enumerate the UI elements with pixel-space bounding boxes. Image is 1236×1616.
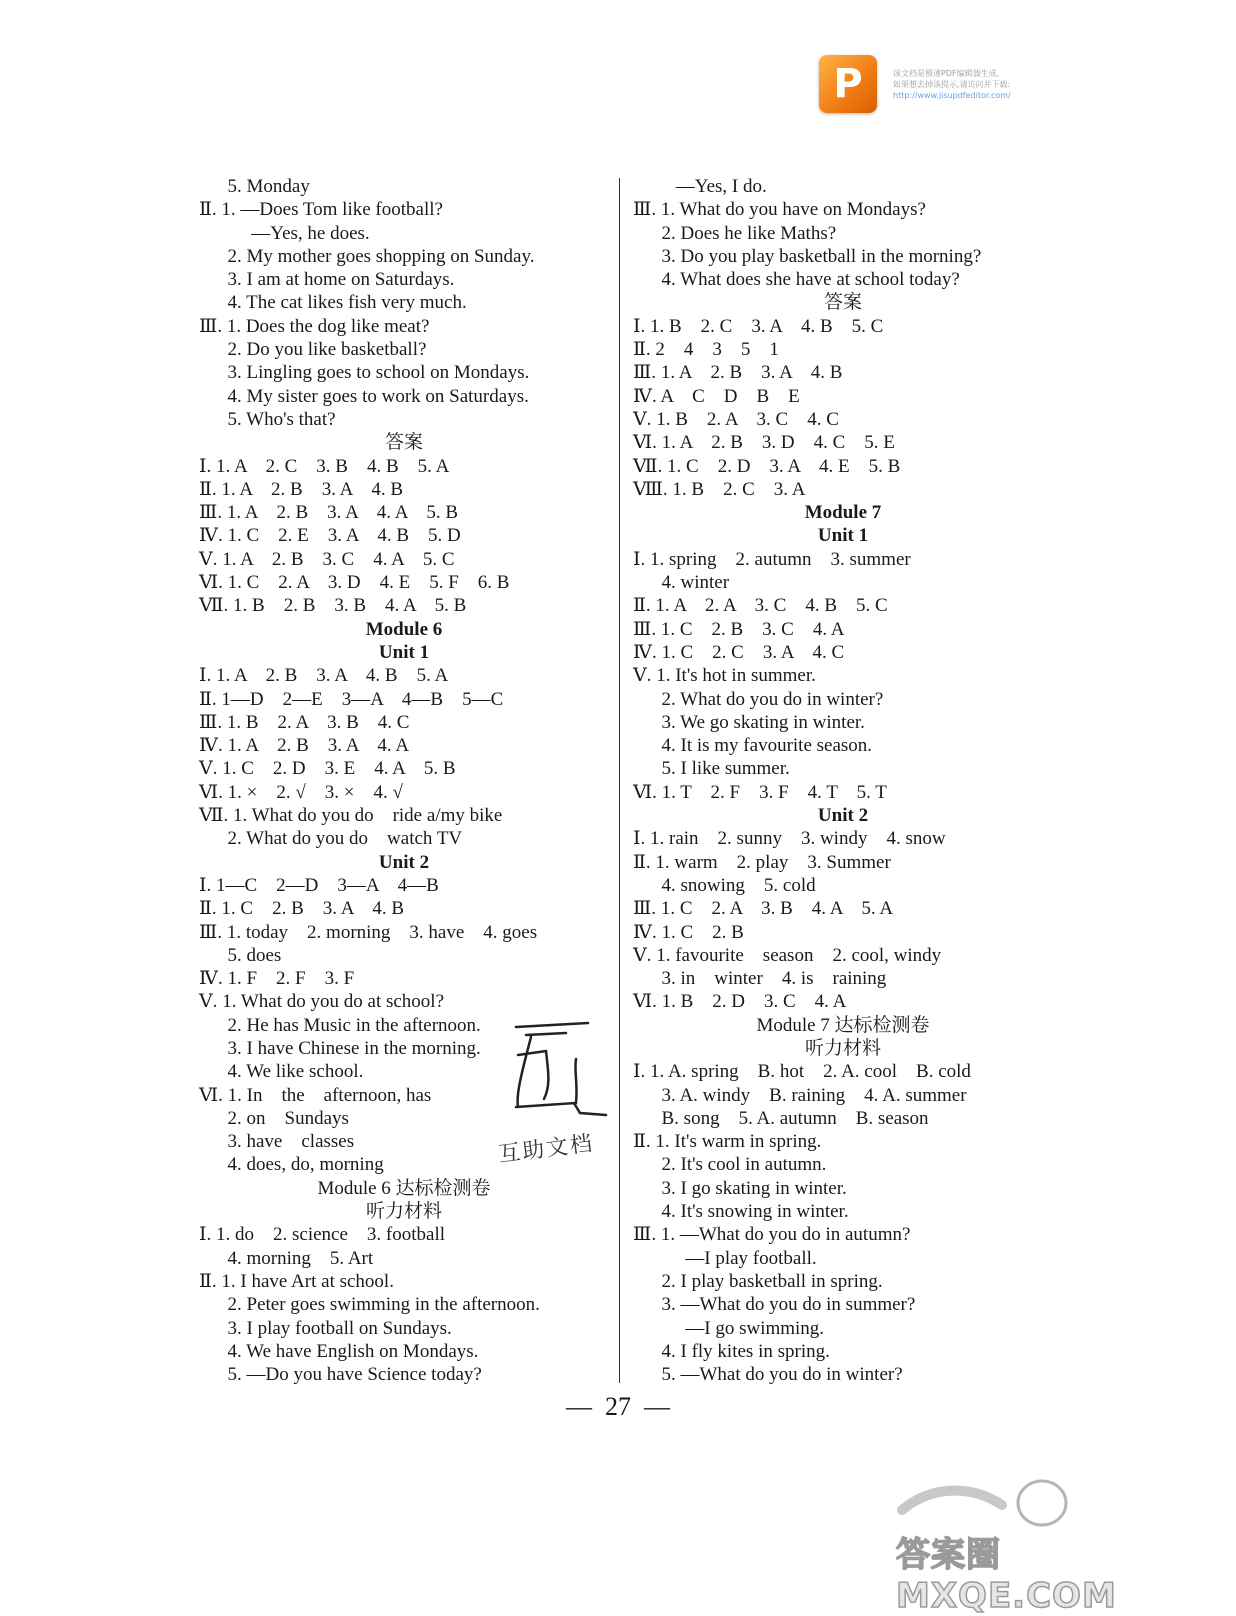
answer-line: 4. I fly kites in spring. [633, 1340, 830, 1362]
answer-line: 5. does [199, 944, 282, 966]
answer-line: 2. Do you like basketball? [199, 339, 427, 361]
answer-line: 5. —Do you have Science today? [199, 1364, 482, 1386]
answer-line: Ⅴ. 1. What do you do at school? [199, 991, 445, 1013]
answer-line: 4. morning 5. Art [199, 1247, 374, 1269]
answer-line: —Yes, he does. [199, 222, 370, 244]
answer-line: Ⅳ. 1. A 2. B 3. A 4. A [199, 735, 410, 757]
answer-line: Ⅰ. 1. do 2. science 3. football [199, 1224, 446, 1246]
answer-line: 2. What do you do watch TV [199, 828, 463, 850]
answer-line: Ⅲ. 1. today 2. morning 3. have 4. goes [199, 921, 538, 943]
answer-line: Ⅶ. 1. What do you do ride a/my bike [199, 805, 503, 827]
answer-line: 2. Does he like Maths? [633, 222, 837, 244]
answer-line: —I play football. [633, 1247, 817, 1269]
answer-line: Ⅵ. 1. C 2. A 3. D 4. E 5. F 6. B [199, 572, 510, 594]
answer-line: 2. He has Music in the afternoon. [199, 1014, 481, 1036]
answer-line: 5. I like summer. [633, 758, 790, 780]
answer-line: Ⅰ. 1. A 2. B 3. A 4. B 5. A [199, 665, 449, 687]
answer-line: Unit 1 [378, 641, 430, 663]
answer-line: 3. I play football on Sundays. [199, 1317, 452, 1339]
answer-line: Ⅵ. 1. In the afternoon, has [199, 1084, 432, 1106]
answer-line: 5. Who's that? [199, 408, 336, 430]
pdf-editor-notice [893, 68, 1068, 101]
answer-line: Ⅳ. 1. C 2. C 3. A 4. C [633, 641, 845, 663]
answer-line: 2. What do you do in winter? [633, 688, 884, 710]
answer-line: Ⅱ. 2 4 3 5 1 [633, 339, 779, 361]
answer-line: Ⅲ. 1. What do you have on Mondays? [633, 199, 926, 221]
answer-line: 4. We have English on Mondays. [199, 1340, 479, 1362]
answer-line: Ⅵ. 1. B 2. D 3. C 4. A [633, 991, 847, 1013]
answer-line: 5. Monday [199, 176, 310, 197]
answer-line: 4. does, do, morning [199, 1154, 384, 1176]
answer-line: Ⅶ. 1. B 2. B 3. B 4. A 5. B [199, 595, 467, 617]
answer-line: Ⅱ. 1. A 2. B 3. A 4. B [199, 478, 404, 500]
answer-line: Ⅲ. 1. C 2. B 3. C 4. A [633, 618, 845, 640]
answer-line: 3. in winter 4. is raining [633, 968, 887, 990]
answer-line: Ⅲ. 1. Does the dog like meat? [199, 315, 430, 337]
answer-line: Ⅰ. 1. spring 2. autumn 3. summer [633, 548, 911, 570]
answer-line: Ⅳ. 1. F 2. F 3. F [199, 968, 355, 990]
answer-line: 答案 [823, 292, 862, 314]
answer-line: 3. have classes [199, 1131, 355, 1153]
column-divider [619, 178, 620, 1383]
answer-line: 5. —What do you do in winter? [633, 1364, 903, 1386]
answer-line: Ⅵ. 1. A 2. B 3. D 4. C 5. E [633, 432, 895, 454]
answer-line: Ⅳ. 1. C 2. E 3. A 4. B 5. D [199, 525, 461, 547]
answer-line: Ⅵ. 1. T 2. F 3. F 4. T 5. T [633, 781, 887, 803]
answer-line: 3. I am at home on Saturdays. [199, 269, 455, 291]
left-answer-column [199, 175, 609, 1386]
answer-line: 2. Peter goes swimming in the afternoon. [199, 1294, 540, 1316]
answer-line: 4. It's snowing in winter. [633, 1201, 849, 1223]
answer-line: Ⅴ. 1. favourite season 2. cool, windy [633, 944, 942, 966]
answer-line: Ⅰ. 1. B 2. C 3. A 4. B 5. C [633, 315, 884, 337]
answer-line: Ⅱ. 1. I have Art at school. [199, 1270, 394, 1292]
answer-line: Ⅲ. 1. —What do you do in autumn? [633, 1224, 911, 1246]
answer-line: Ⅴ. 1. A 2. B 3. C 4. A 5. C [199, 548, 455, 570]
answer-line: 2. It's cool in autumn. [633, 1154, 827, 1176]
answer-line: Ⅳ. 1. C 2. B [633, 921, 744, 943]
answer-line: Module 6 达标检测卷 [317, 1177, 491, 1199]
answer-line: 4. The cat likes fish very much. [199, 292, 467, 314]
answer-line: 3. I go skating in winter. [633, 1177, 847, 1199]
notice-line-1: 该文档是极速PDF编辑器生成, [893, 69, 1000, 78]
answer-line: Ⅱ. 1. It's warm in spring. [633, 1131, 822, 1153]
answer-line: 3. We go skating in winter. [633, 711, 865, 733]
answer-line: Ⅶ. 1. C 2. D 3. A 4. E 5. B [633, 455, 901, 477]
notice-line-2: 如果想去掉该提示,请访问并下载: [893, 80, 1011, 89]
answer-line: Ⅵ. 1. × 2. √ 3. × 4. √ [199, 781, 403, 803]
pdf-editor-logo [819, 55, 877, 113]
answer-line: Ⅷ. 1. B 2. C 3. A [633, 478, 806, 500]
answer-line: Ⅳ. A C D B E [633, 385, 800, 407]
answer-line: Ⅲ. 1. C 2. A 3. B 4. A 5. A [633, 898, 894, 920]
answer-line: 2. My mother goes shopping on Sunday. [199, 245, 535, 267]
watermark-text: 答案圈 MXQE.COM [896, 1535, 1117, 1616]
answer-line: Ⅰ. 1. rain 2. sunny 3. windy 4. snow [633, 828, 946, 850]
answer-line: Ⅰ. 1. A. spring B. hot 2. A. cool B. cold [633, 1061, 971, 1083]
answer-line: Unit 2 [378, 851, 430, 873]
right-answer-column [633, 175, 1053, 1386]
answer-line: —Yes, I do. [633, 176, 767, 197]
answer-line: —I go swimming. [633, 1317, 825, 1339]
notice-url[interactable]: http://www.jisupdfeditor.com/ [893, 91, 1011, 100]
answer-line: Ⅴ. 1. B 2. A 3. C 4. C [633, 408, 839, 430]
answer-line: Unit 1 [817, 525, 869, 547]
answer-line: B. song 5. A. autumn B. season [633, 1107, 929, 1129]
answer-line: 4. My sister goes to work on Saturdays. [199, 385, 529, 407]
answer-line: Module 7 [804, 502, 882, 524]
answer-line: Ⅲ. 1. B 2. A 3. B 4. C [199, 711, 410, 733]
answer-line: 2. on Sundays [199, 1107, 349, 1129]
answer-line: 听力材料 [804, 1037, 881, 1059]
page-number: — 27 — [566, 1392, 670, 1421]
answer-line: Ⅲ. 1. A 2. B 3. A 4. A 5. B [199, 502, 459, 524]
answer-line: 3. I have Chinese in the morning. [199, 1037, 481, 1059]
answer-line: Ⅱ. 1—D 2—E 3—A 4—B 5—C [199, 688, 504, 710]
answer-line: Module 7 达标检测卷 [756, 1014, 930, 1036]
answer-line: 3. A. windy B. raining 4. A. summer [633, 1084, 967, 1106]
answer-line: Ⅴ. 1. It's hot in summer. [633, 665, 816, 687]
answer-line: 3. —What do you do in summer? [633, 1294, 916, 1316]
answer-line: 3. Do you play basketball in the morning? [633, 245, 982, 267]
answer-line: 答案 [384, 432, 423, 454]
answer-line: Ⅲ. 1. A 2. B 3. A 4. B [633, 362, 843, 384]
answer-line: Ⅱ. 1. —Does Tom like football? [199, 199, 443, 221]
answer-line: 4. snowing 5. cold [633, 874, 816, 896]
stamp-label: 互助文档 [497, 1131, 596, 1168]
answer-line: Ⅱ. 1. C 2. B 3. A 4. B [199, 898, 405, 920]
answer-line: 3. Lingling goes to school on Mondays. [199, 362, 530, 384]
answer-line: 4. winter [633, 572, 730, 594]
answer-line: Ⅱ. 1. warm 2. play 3. Summer [633, 851, 891, 873]
answer-line: 4. We like school. [199, 1061, 364, 1083]
logo-letter: P [833, 61, 863, 107]
answer-line: Ⅰ. 1. A 2. C 3. B 4. B 5. A [199, 455, 450, 477]
answer-line: Ⅴ. 1. C 2. D 3. E 4. A 5. B [199, 758, 456, 780]
answer-line: 听力材料 [365, 1201, 442, 1223]
answer-line: Module 6 [365, 618, 443, 640]
answer-line: Ⅱ. 1. A 2. A 3. C 4. B 5. C [633, 595, 888, 617]
answer-line: 4. It is my favourite season. [633, 735, 873, 757]
answer-line: 2. I play basketball in spring. [633, 1270, 883, 1292]
answer-line: 4. What does she have at school today? [633, 269, 960, 291]
answer-line: Unit 2 [817, 805, 869, 827]
answer-line: Ⅰ. 1—C 2—D 3—A 4—B [199, 874, 439, 896]
